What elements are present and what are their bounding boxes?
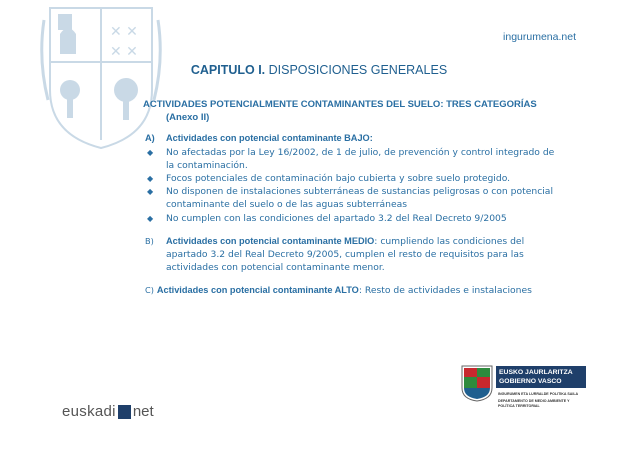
- diamond-bullet-icon: ◆: [147, 147, 154, 157]
- list-item-text: No afectadas por la Ley 16/2002, de 1 de julio, de prevención y control integrado de la contaminación.: [166, 146, 555, 171]
- gov-name-spanish: GOBIERNO VASCO: [499, 378, 562, 385]
- euskadi-net-logo[interactable]: [62, 402, 154, 420]
- section-heading: [145, 98, 565, 124]
- section-a-title: [145, 132, 565, 145]
- department-names: [498, 392, 582, 408]
- government-name-box: [496, 366, 586, 388]
- section-a-list: [145, 146, 565, 225]
- diamond-bullet-icon: ◆: [147, 213, 154, 223]
- section-a: [145, 132, 565, 224]
- euskadi-logo-text: euskadi: [62, 403, 116, 420]
- site-url[interactable]: ingurumena.net: [503, 31, 576, 43]
- heading-line-2: (Anexo II): [166, 112, 210, 124]
- heading-line-1: ACTIVIDADES POTENCIALMENTE CONTAMINANTES DEL SUELO: TRES CATEGORÍAS: [143, 99, 537, 110]
- gobierno-vasco-logo: [460, 362, 582, 424]
- page-title: [0, 63, 638, 77]
- diamond-bullet-icon: ◆: [147, 174, 154, 184]
- section-b-label: B): [145, 235, 154, 246]
- list-item-text: Focos potenciales de contaminación bajo cubierta y sobre suelo protegido.: [166, 173, 511, 185]
- department-spanish: DEPARTAMENTO DE MEDIO AMBIENTE Y POLÍTICA TERRITORIAL: [498, 399, 570, 408]
- logo-square-icon: [118, 405, 131, 419]
- list-item-text: No disponen de instalaciones subterráneas de sustancias peligrosas o con potencial contaminante del suelo o de las aguas subterráneas: [166, 186, 553, 211]
- section-c: [145, 284, 565, 297]
- list-item: [145, 172, 565, 185]
- list-item: [145, 146, 565, 172]
- svg-text:✕ ✕: ✕ ✕: [110, 24, 138, 40]
- title-text: DISPOSICIONES GENERALES: [265, 63, 448, 77]
- list-item: [145, 212, 565, 225]
- section-a-title-text: Actividades con potencial contaminante BAJO:: [166, 133, 373, 144]
- diamond-bullet-icon: ◆: [147, 187, 154, 197]
- section-b-title: Actividades con potencial contaminante MEDIO: [166, 235, 375, 246]
- department-basque: INGURUMEN ETA LURRALDE POLITIKA SAILA: [498, 392, 579, 396]
- section-b-text: : cumpliendo las condiciones del apartado 3.2 del Real Decreto 9/2005, cumplen el resto de requisitos para las actividades con potencial contaminante menor.: [166, 235, 525, 274]
- main-content: [145, 98, 565, 298]
- section-a-label: A): [145, 133, 155, 144]
- net-logo-text: net: [132, 403, 154, 420]
- section-c-label: C): [145, 285, 154, 296]
- section-b: [145, 235, 565, 275]
- list-item: [145, 185, 565, 211]
- section-b-paragraph: [145, 235, 565, 275]
- list-item-text: No cumplen con las condiciones del apartado 3.2 del Real Decreto 9/2005: [166, 212, 507, 224]
- gov-name-basque: EUSKO JAURLARITZA: [499, 369, 573, 376]
- basque-emblem-icon: [460, 364, 494, 402]
- section-c-text: : Resto de actividades e instalaciones: [358, 285, 532, 297]
- svg-text:✕ ✕: ✕ ✕: [110, 44, 138, 60]
- title-chapter: CAPITULO I.: [190, 63, 266, 77]
- section-c-paragraph: [145, 284, 565, 297]
- section-c-title: Actividades con potencial contaminante ALTO: [156, 285, 359, 296]
